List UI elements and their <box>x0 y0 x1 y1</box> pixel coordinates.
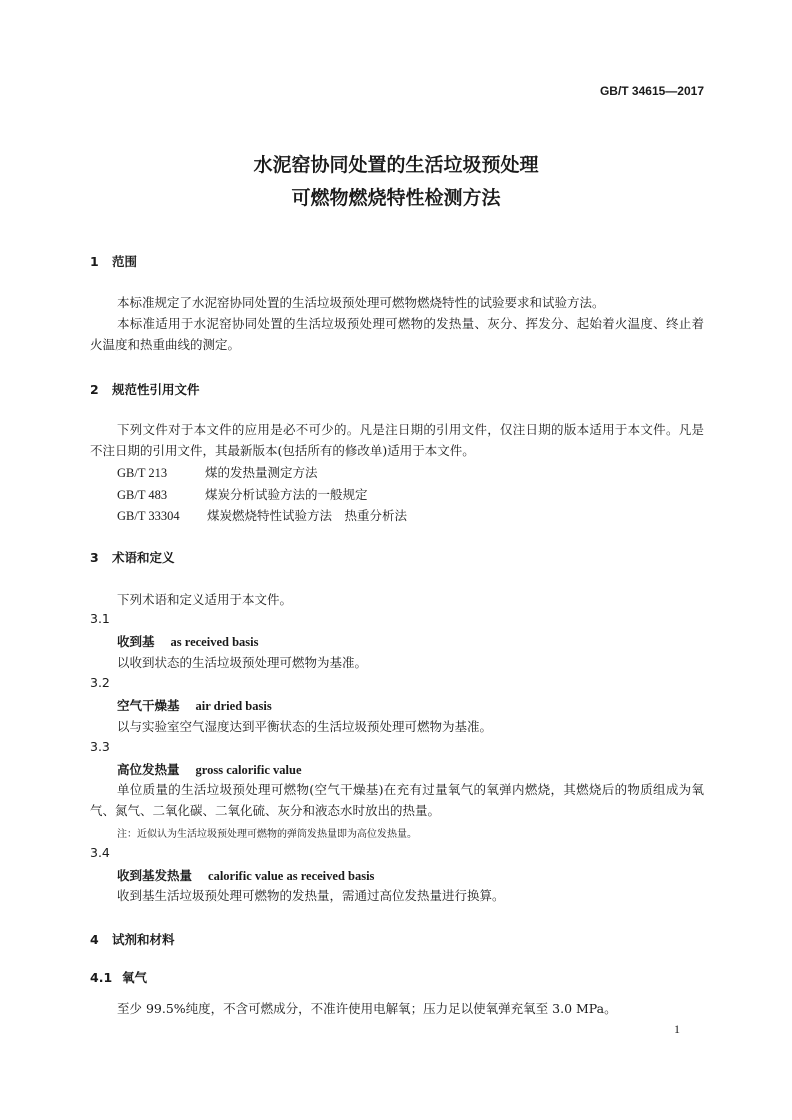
term-entry <box>117 760 302 778</box>
standard-number: GB/T 34615—2017 <box>599 84 704 98</box>
term-chinese: 收到基发热量 <box>117 868 193 883</box>
term-english: calorific value as received basis <box>208 869 375 883</box>
term-definition: 单位质量的生活垃圾预处理可燃物(空气干燥基)在充有过量氧气的氧弹内燃烧，其燃烧后的物质组成为氧气、氮气、二氧化碳、二氧化硫、灰分和液态水时放出的热量。 <box>90 782 704 818</box>
reference-title: 煤炭分析试验方法的一般规定 <box>205 487 368 502</box>
term-definition: 收到基生活垃圾预处理可燃物的发热量，需通过高位发热量进行换算。 <box>117 888 505 903</box>
term-english: as received basis <box>170 635 259 649</box>
subsection-4-1-paragraph: 至少 99.5%纯度，不含可燃成分，不准许使用电解氧；压力足以使氧弹充氧至 3.0 MPa。 <box>117 1001 617 1016</box>
term-note: 注：近似认为生活垃圾预处理可燃物的弹筒发热量即为高位发热量。 <box>117 829 417 840</box>
section-number: 1 <box>90 254 99 269</box>
reference-title: 煤的发热量测定方法 <box>205 465 318 480</box>
term-number: 3.4 <box>90 845 110 860</box>
reference-code: GB/T 33304 <box>117 509 180 523</box>
reference-title: 煤炭燃烧特性试验方法 热重分析法 <box>207 508 408 523</box>
section-number: 2 <box>90 382 99 397</box>
section-2-heading <box>90 380 200 398</box>
term-english: air dried basis <box>195 699 272 713</box>
reference-code: GB/T 213 <box>117 466 168 480</box>
subsection-4-1-heading <box>90 968 147 986</box>
term-number: 3.1 <box>90 611 110 626</box>
term-entry <box>117 696 272 714</box>
term-definition: 以收到状态的生活垃圾预处理可燃物为基准。 <box>117 655 368 670</box>
term-chinese: 空气干燥基 <box>117 698 180 713</box>
section-3-heading <box>90 548 175 566</box>
section-title: 范围 <box>112 254 138 269</box>
term-entry <box>117 632 258 650</box>
term-chinese: 高位发热量 <box>117 762 180 777</box>
section-1-paragraph-2: 本标准适用于水泥窑协同处置的生活垃圾预处理可燃物的发热量、灰分、挥发分、起始着火温度、终止着火温度和热重曲线的测定。 <box>90 316 704 352</box>
section-title: 试剂和材料 <box>112 932 175 947</box>
section-3-intro: 下列术语和定义适用于本文件。 <box>117 592 293 607</box>
section-1-paragraph-1: 本标准规定了水泥窑协同处置的生活垃圾预处理可燃物燃烧特性的试验要求和试验方法。 <box>117 295 605 310</box>
subsection-number: 4.1 <box>90 970 113 985</box>
section-title: 规范性引用文件 <box>112 382 200 397</box>
section-2-paragraph: 下列文件对于本文件的应用是必不可少的。凡是注日期的引用文件，仅注日期的版本适用于本文件。凡是不注日期的引用文件，其最新版本(包括所有的修改单)适用于本文件。 <box>90 422 704 458</box>
reference-code: GB/T 483 <box>117 488 168 502</box>
term-english: gross calorific value <box>195 763 302 777</box>
document-title-line2: 可燃物燃烧特性检测方法 <box>291 187 501 209</box>
term-number: 3.2 <box>90 675 110 690</box>
term-chinese: 收到基 <box>117 634 155 649</box>
section-number: 3 <box>90 550 99 565</box>
term-definition: 以与实验室空气湿度达到平衡状态的生活垃圾预处理可燃物为基准。 <box>117 719 493 734</box>
page-number: 1 <box>674 1022 680 1036</box>
term-entry <box>117 866 374 884</box>
document-title-line1: 水泥窑协同处置的生活垃圾预处理 <box>253 154 539 176</box>
section-title: 术语和定义 <box>112 550 175 565</box>
reference-item <box>117 485 368 503</box>
section-4-heading <box>90 930 175 948</box>
section-1-heading <box>90 252 137 270</box>
term-number: 3.3 <box>90 739 110 754</box>
reference-item <box>117 463 318 481</box>
reference-item <box>117 506 407 524</box>
subsection-title: 氧气 <box>122 970 148 985</box>
section-number: 4 <box>90 932 99 947</box>
